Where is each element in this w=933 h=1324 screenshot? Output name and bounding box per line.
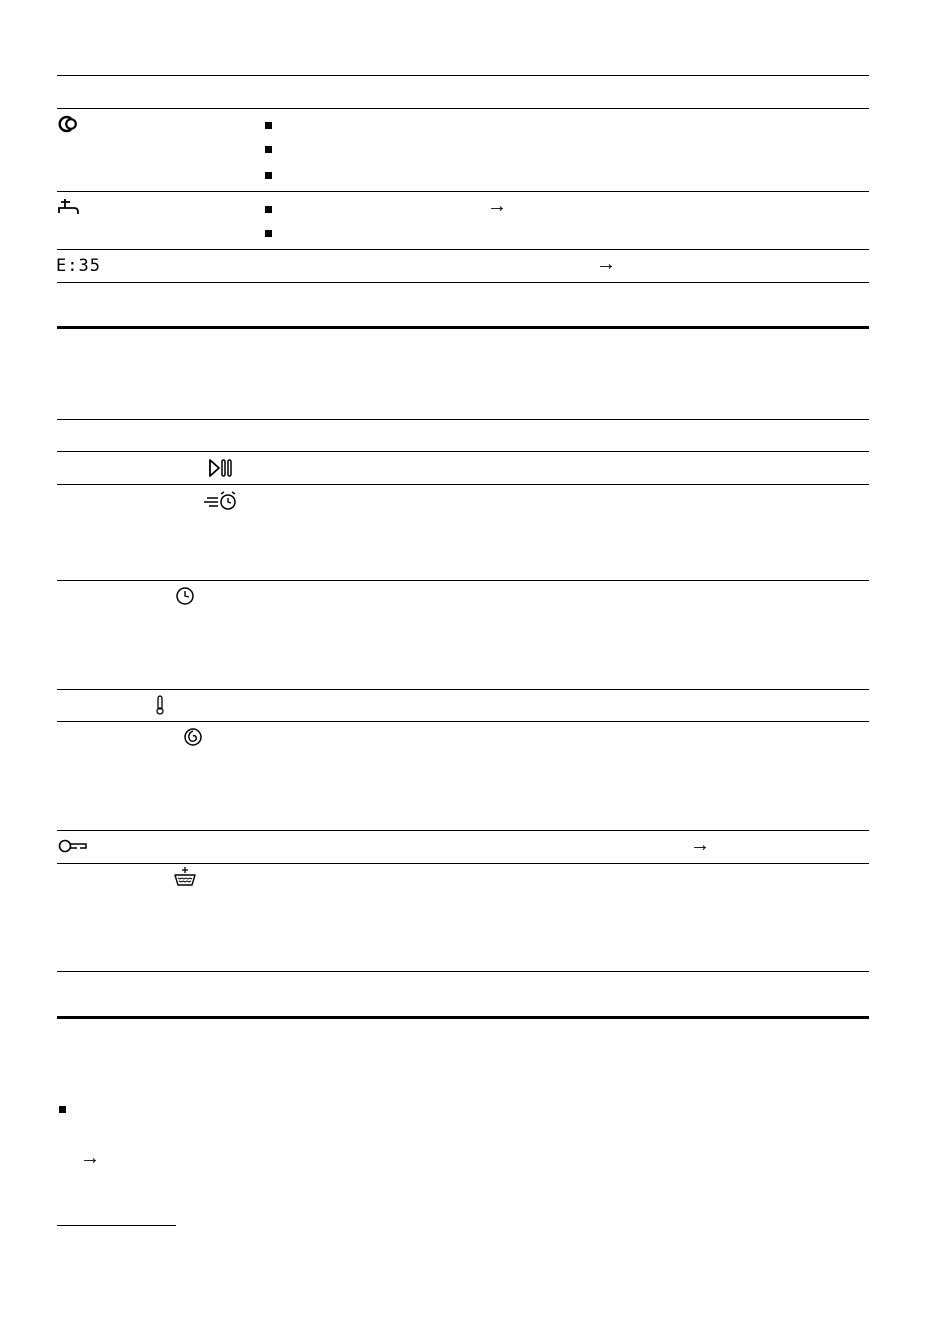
- water-tap-icon: [57, 196, 81, 216]
- table-rule: [57, 249, 869, 250]
- table-rule: [57, 971, 869, 972]
- footnote-rule: [57, 1225, 176, 1226]
- list-bullet: [265, 206, 272, 213]
- table-rule: [57, 75, 869, 76]
- table-rule-bold: [57, 1016, 869, 1019]
- key-icon: [58, 838, 88, 854]
- play-pause-icon: [208, 458, 234, 478]
- arrow-glyph: →: [596, 253, 616, 275]
- arrow-glyph: →: [690, 834, 710, 856]
- spin-icon: [183, 727, 203, 747]
- table-rule: [57, 451, 869, 452]
- table-rule: [57, 282, 869, 283]
- list-bullet: [59, 1106, 66, 1113]
- table-rule: [57, 689, 869, 690]
- table-rule: [57, 580, 869, 581]
- speed-alarm-icon: [203, 490, 237, 512]
- thermometer-icon: [155, 695, 165, 715]
- list-bullet: [265, 146, 272, 153]
- error-code-readout: E:35: [56, 256, 101, 276]
- list-bullet: [265, 230, 272, 237]
- list-bullet: [265, 172, 272, 179]
- table-rule: [57, 484, 869, 485]
- clock-icon: [175, 586, 195, 606]
- table-rule: [57, 191, 869, 192]
- table-rule: [57, 108, 869, 109]
- detergent-basin-icon: [172, 866, 198, 888]
- table-rule-bold: [57, 326, 869, 329]
- table-rule: [57, 419, 869, 420]
- rinse-hold-icon: [58, 114, 80, 134]
- arrow-glyph: →: [487, 195, 507, 217]
- list-bullet: [265, 122, 272, 129]
- table-rule: [57, 863, 869, 864]
- arrow-glyph: →: [80, 1147, 100, 1169]
- table-rule: [57, 830, 869, 831]
- table-rule: [57, 721, 869, 722]
